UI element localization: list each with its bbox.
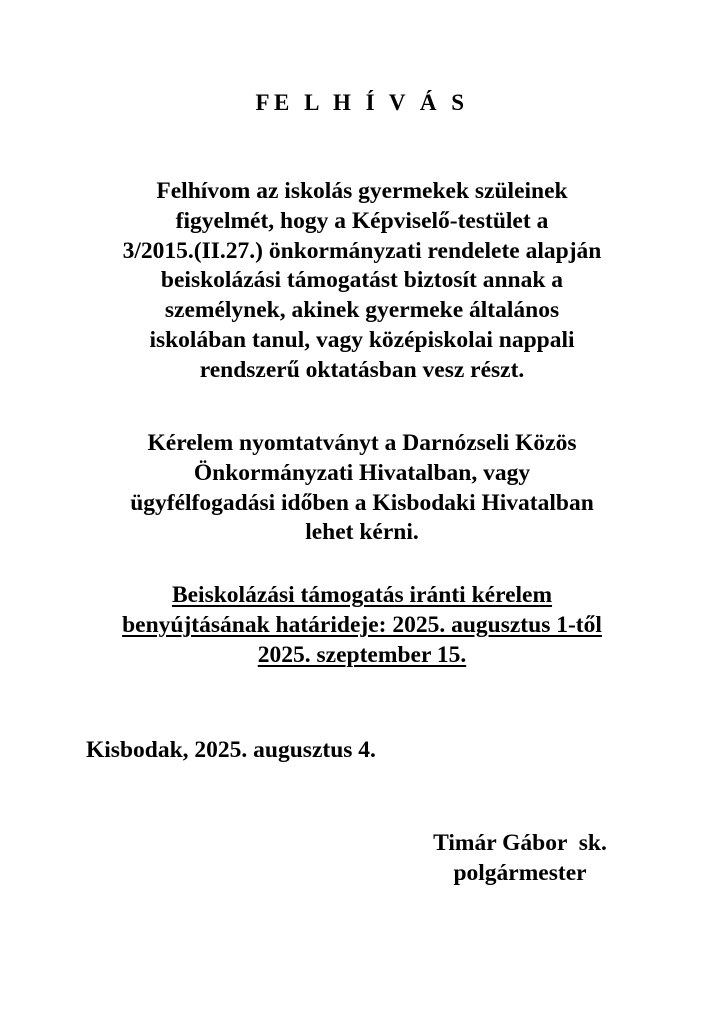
paragraph-line: lehet kérni.	[305, 519, 419, 546]
document-title: FE L H Í V Á S	[255, 90, 469, 115]
paragraph-line: ügyfélfogadási időben a Kisbodaki Hivatalban	[130, 489, 594, 516]
paragraph-line: rendszerű oktatásban vesz részt.	[199, 356, 525, 383]
signatory-role: polgármester	[453, 860, 587, 886]
paragraph-line: iskolában tanul, vagy középiskolai nappali	[149, 326, 575, 353]
paragraph-line: 3/2015.(II.27.) önkormányzati rendelete alapján	[122, 237, 602, 264]
paragraph-line: beiskolázási támogatást biztosít annak a	[160, 267, 564, 294]
paragraph-line: Kérelem nyomtatványt a Darnózseli Közös	[147, 430, 577, 456]
paragraph-line: Önkormányzati Hivatalban, vagy	[193, 459, 531, 486]
signatory-name: Timár Gábor sk.	[433, 830, 607, 856]
paragraph-line: figyelmét, hogy a Képviselő-testület a	[175, 207, 549, 234]
request-form-paragraph	[40, 429, 684, 548]
signature-block	[400, 828, 640, 888]
deadline-line: 2025. szeptember 15.	[257, 641, 467, 668]
deadline-line: Beiskolázási támogatás iránti kérelem	[171, 582, 553, 608]
place-and-date: Kisbodak, 2025. augusztus 4.	[86, 737, 376, 763]
deadline-paragraph	[40, 581, 684, 670]
announcement-paragraph	[40, 177, 684, 386]
paragraph-line: Felhívom az iskolás gyermekek szüleinek	[156, 178, 568, 204]
deadline-line: benyújtásának határideje: 2025. augusztus 1-től	[122, 611, 602, 638]
paragraph-line: személynek, akinek gyermeke általános	[164, 297, 560, 324]
